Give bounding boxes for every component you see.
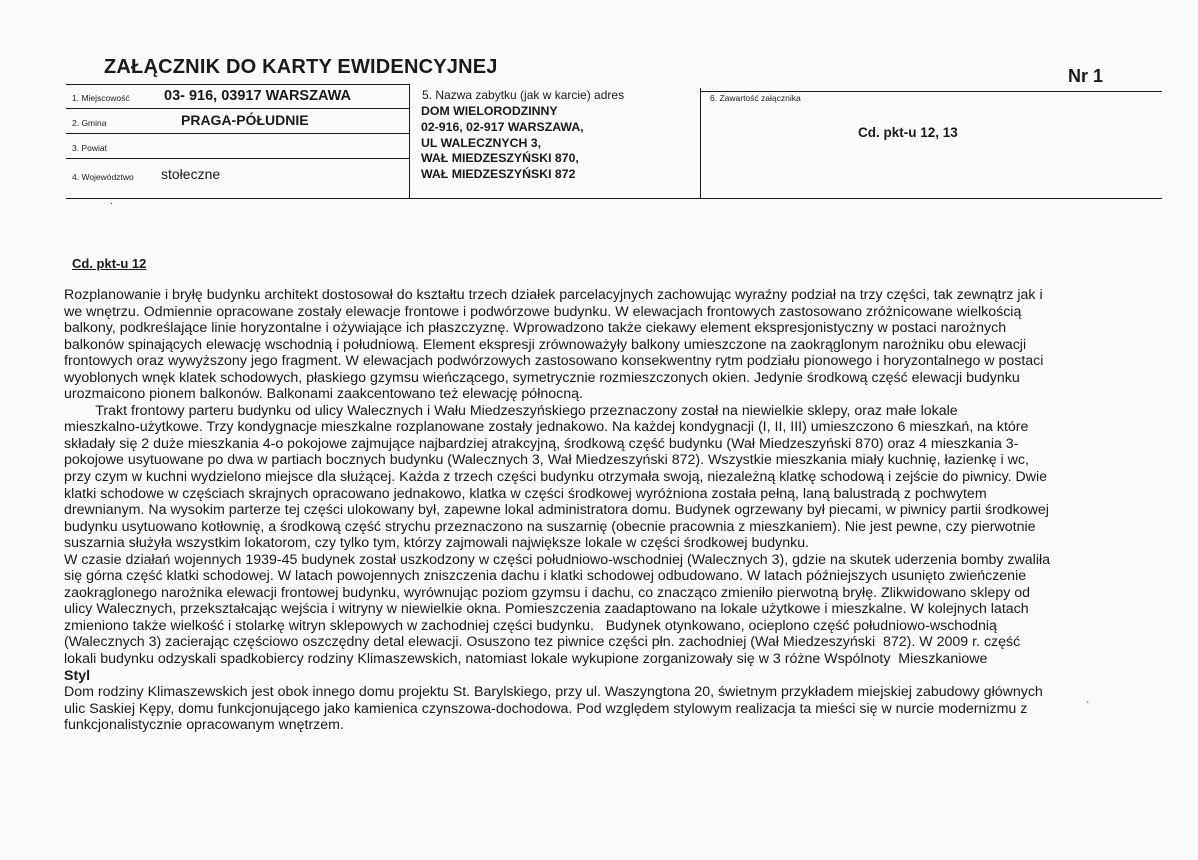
miejscowosc-value: 03- 916, 03917 WARSZAWA xyxy=(164,88,351,104)
body-line: balkonów spinających elewację wschodnią i południową. Element ekspresji zrównoważyły balkony umieszczone na zaokrąglonym narożniku obu elewacji xyxy=(64,336,1027,353)
attachment-number: Nr 1 xyxy=(1068,66,1104,86)
body-line: W czasie działań wojennych 1939-45 budynek został uszkodzony w części południowo-wschodniej (Walecznych 3), gdzie na skutek uderzenia bomby zwaliła xyxy=(64,551,1051,568)
document-title: ZAŁĄCZNIK DO KARTY EWIDENCYJNEJ xyxy=(104,56,498,78)
powiat-label: 3. Powiat xyxy=(72,143,107,153)
body-line: przy czym w kuchni wydzielono miejsce dla służącej. Każda z trzech części budynku otrzymała swoją, niezależną klatkę schodową i zejście do piwnicy. Dwie xyxy=(64,469,1048,486)
zabytek-label: 5. Nazwa zabytku (jak w karcie) adres xyxy=(422,88,625,102)
body-line: drewnianym. Na wysokim parterze tej części ulokowany był, zapewne lokal administratora domu. Budynek ogrzewany był piecami, w piwnicy partii środkowej xyxy=(64,502,1049,519)
form-top-rule xyxy=(66,84,410,85)
scan-speck: ` xyxy=(1086,701,1090,712)
style-line: Dom rodziny Klimaszewskich jest obok innego domu projektu St. Barylskiego, przy ul. Waszyngtona 20, świetnym przykładem miejskiej zabudowy głównych xyxy=(64,684,1043,701)
body-line: pokojowe usytuowane po dwa w partiach bocznych budynku (Walecznych 3, Wał Miedzeszyński 872). Wszystkie mieszkania miały kuchnię, łazienkę i wc, xyxy=(64,452,1029,469)
gmina-label: 2. Gmina xyxy=(72,118,107,128)
body-line: Rozplanowanie i bryłę budynku architekt dostosował do kształtu trzech działek parcelacyjnych zachowując wyraźny podział na trzy części, tak zewnątrz jak i xyxy=(64,287,1043,303)
zabytek-line: 02-916, 02-917 WARSZAWA, xyxy=(421,119,584,134)
body-line: budynku usytuowano kotłownię, a środkową część strychu przeznaczono na suszarnię (obecnie pracownia z mieszkaniem). Nie jest pewne, czy pierwotnie xyxy=(64,518,1036,535)
style-line: ulic Saskiej Kępy, domu funkcjonującego jako kamienica czynszowa-dochodowa. Pod względem stylowym realizacja ta mieści się w nurcie modernizmu z xyxy=(64,700,1028,717)
zabytek-line: WAŁ MIEDZESZYŃSKI 870, xyxy=(421,151,579,166)
body-line: wyoblonych wnęk klatek schodowych, płaskiego gzymsu wieńczącego, symetrycznie rozmieszczonych okien. Jedynie środkową część elewacji budynku xyxy=(64,369,1020,386)
body-line: zaokrąglonego narożnika elewacji frontowej budynku, wyrównując poziom gzymsu i dachu, co znacząco zmieniło pierwotną bryłę. Zlikwidowano sklepy od xyxy=(64,584,1031,601)
style-heading: Styl xyxy=(64,667,91,684)
gmina-value: PRAGA-PÓŁUDNIE xyxy=(181,112,309,128)
zabytek-address xyxy=(421,104,584,183)
body-line: balkony, podkreślające linie horyzontalne i ożywiające ich płaszczyznę. Wprowadzono także ciekawy element ekspresjonistyczny w postaci narożnych xyxy=(64,320,1007,337)
zawartosc-label: 6. Zawartość załącznika xyxy=(710,93,801,103)
body-line: Trakt frontowy parteru budynku od ulicy Walecznych i Wału Miedzeszyńskiego przeznaczony został na niewielkie sklepy, oraz małe lokale xyxy=(64,402,958,419)
wojewodztwo-value: stołeczne xyxy=(161,166,221,182)
body-line: (Walecznych 3) zacierając częściowo oszczędny detal elewacji. Osuszono tez piwnice części płn. zachodniej (Wał Miedzeszyński 872). W 2009 r. część xyxy=(64,634,1021,651)
body-line: urozmaicono pionem balkonów. Balkonami zaakcentowano też elewację północną. xyxy=(64,386,583,403)
zawartosc-value: Cd. pkt-u 12, 13 xyxy=(858,125,958,140)
body-line: mieszkalno-użytkowe. Trzy kondygnacje mieszkalne rozplanowane zostały jednakowo. Na każdej kondygnacji (I, II, III) umieszczono 6 mieszkań, na które xyxy=(64,419,1029,436)
form-top-rule-right xyxy=(700,91,1162,92)
body-line: składały się 2 duże mieszkania 4-o pokojowe zajmujące najbardziej atrakcyjną, środkową część budynku (Wał Miedzeszyński 870) oraz 4 mieszkania 3- xyxy=(64,435,1019,452)
form-bottom-rule xyxy=(66,198,1162,199)
zabytek-line: DOM WIELORODZINNY xyxy=(421,104,558,118)
wojewodztwo-label: 4. Województwo xyxy=(72,172,134,182)
body-line: ulicy Walecznych, przekształcając wejścia i witryny w niewielkie okna. Pomieszczenia zaadaptowano na lokale użytkowe i mieszkalne. W kolejnych latach xyxy=(64,601,1029,618)
style-line: funkcjonalistycznie opracowanym wnętrzem. xyxy=(64,717,344,734)
body-line: klatki schodowe w częściach skrajnych opracowano jednakowo, klatka w części środkowej wyróżniona została pełną, laną balustradą z pochwytem xyxy=(64,485,987,502)
form-divider-2 xyxy=(700,88,701,198)
document-body xyxy=(64,287,1174,734)
body-line: lokali budynku odzyskali spadkobiercy rodziny Klimaszewskich, natomiast lokale wykupione zorganizowały się w 3 różne Wspólnoty Mieszkaniowe xyxy=(64,651,988,668)
section-heading: Cd. pkt-u 12 xyxy=(72,256,147,271)
form-divider-1 xyxy=(409,84,410,198)
form-row-rule-2 xyxy=(66,133,409,134)
zabytek-line: UL WALECZNYCH 3, xyxy=(421,135,542,150)
miejscowosc-label: 1. Miejscowość xyxy=(72,93,130,103)
body-line: suszarnia służyła wszystkim lokatorom, czy tylko tym, którzy zajmowali największe lokale w części środkowej budynku. xyxy=(64,535,810,552)
body-line: się górna część klatki schodowej. W latach powojennych zniszczenia dachu i klatki schodowej odbudowano. W latach późniejszych usunięto zwieńczenie xyxy=(64,568,1027,585)
body-line: we wnętrzu. Odmiennie opracowane zostały elewacje frontowe i podwórzowe budynku. W elewacjach frontowych zastosowano zróżnicowane wielkością xyxy=(64,303,1022,320)
body-line: frontowych oraz wywyższony jego fragment. W elewacjach podwórzowych zastosowano konsekwentny rytm podziału pionowego i horyzontalnego w postaci xyxy=(64,353,1044,370)
scan-speck: . xyxy=(110,196,113,207)
form-row-rule-3 xyxy=(66,158,409,159)
form-row-rule-1 xyxy=(66,108,409,109)
zabytek-line: WAŁ MIEDZESZYŃSKI 872 xyxy=(421,167,576,182)
body-line: zmieniono także wielkość i stolarkę witryn sklepowych w zachodniej części budynku. Budynek otynkowano, ocieplono część południowo-wschodnią xyxy=(64,617,997,634)
